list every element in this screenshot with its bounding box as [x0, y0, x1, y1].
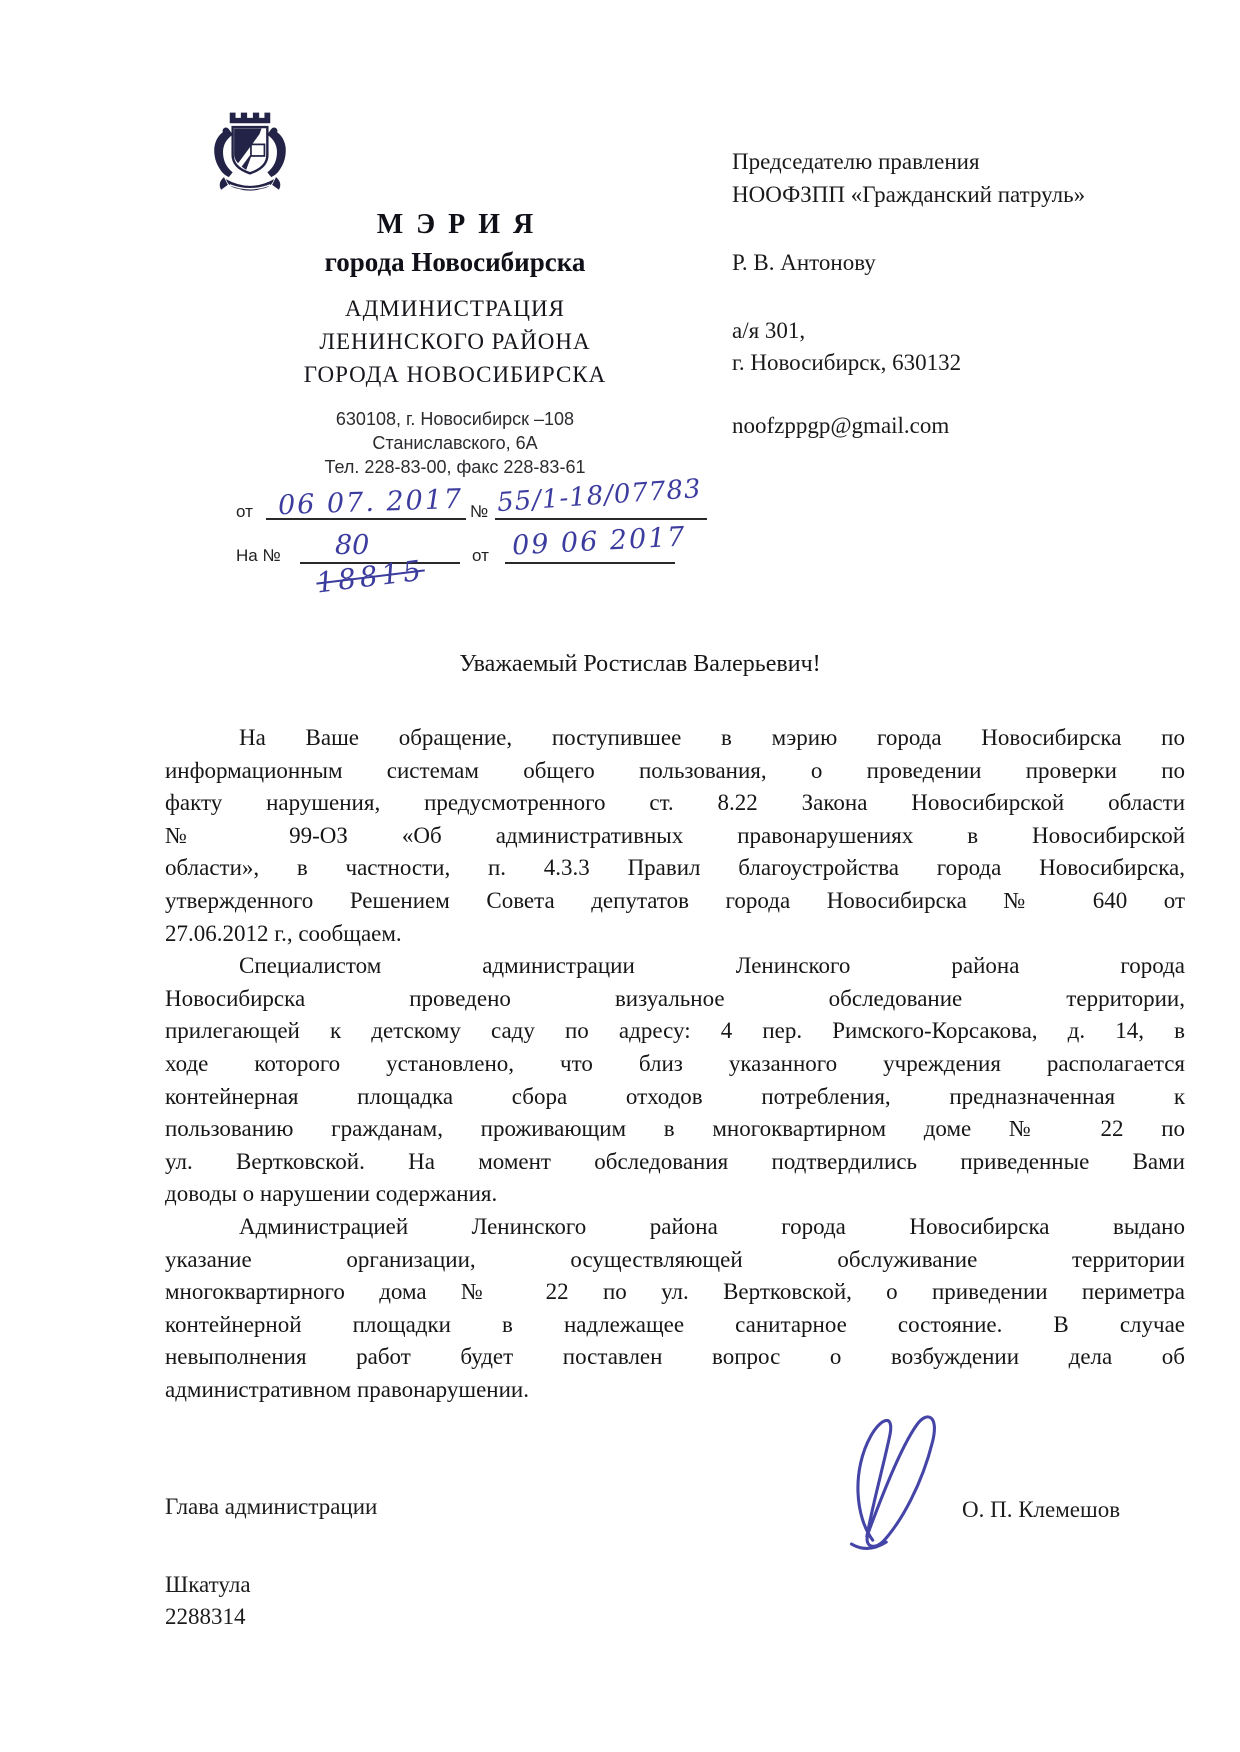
handwritten-reply-date: 09 06 2017	[511, 521, 688, 562]
signer-name: О. П. Клемешов	[962, 1497, 1121, 1522]
body-line: многоквартирного дома № 22 по ул. Вертковской, о приведении периметра	[165, 1279, 1185, 1305]
body-line: информационным системам общего пользования, о проведении проверки по	[165, 757, 1185, 783]
recipient-city-zip: г. Новосибирск, 630132	[732, 350, 962, 375]
body-line: области», в частности, п. 4.3.3 Правил благоустройства города Новосибирска,	[165, 855, 1185, 881]
reply-date-underline	[505, 562, 675, 564]
novosibirsk-coat-of-arms-icon	[197, 108, 303, 202]
handwritten-outgoing-date: 06 07. 2017	[277, 483, 464, 522]
recipient-email: noofzppgp@gmail.com	[732, 413, 950, 438]
body-line: невыполнения работ будет поставлен вопрос о возбуждении дела об	[165, 1344, 1185, 1370]
body-line: факту нарушения, предусмотренного ст. 8.22 Закона Новосибирской области	[165, 790, 1185, 816]
salutation: Уважаемый Ростислав Валерьевич!	[459, 651, 821, 677]
body-line: № 99-ОЗ «Об административных правонарушениях в Новосибирской	[165, 822, 1185, 848]
recipient-name: Р. В. Антонову	[732, 250, 876, 275]
outgoing-number-label: №	[470, 502, 489, 521]
outgoing-date-label: от	[236, 502, 253, 521]
handwritten-reply-number-alt: 18815	[314, 553, 427, 600]
signature-ink	[838, 1405, 973, 1550]
body-line: доводы о нарушении содержания.	[165, 1181, 498, 1207]
body-line: Специалистом администрации Ленинского района города	[239, 953, 1185, 979]
outgoing-number-underline	[495, 518, 707, 520]
org-postal-address: 630108, г. Новосибирск –108	[335, 409, 575, 429]
handwritten-outgoing-number: 55/1-18/07783	[496, 473, 703, 519]
body-line: Новосибирска проведено визуальное обследование территории,	[165, 985, 1185, 1011]
reply-date-label: от	[472, 546, 489, 565]
body-line: контейнерная площадка сбора отходов потребления, предназначенная к	[165, 1083, 1185, 1109]
reply-number-label: На №	[236, 546, 281, 565]
body-line: утвержденного Решением Совета депутатов города Новосибирска № 640 от	[165, 887, 1185, 913]
body-line: 27.06.2012 г., сообщаем.	[165, 920, 402, 946]
body-line: прилегающей к детскому саду по адресу: 4 пер. Римского-Корсакова, д. 14, в	[165, 1018, 1185, 1044]
org-phone-fax: Тел. 228-83-00, факс 228-83-61	[324, 457, 586, 477]
org-name: МЭРИЯ	[376, 209, 547, 240]
body-line: ул. Вертковской. На момент обследования подтвердились приведенные Вами	[165, 1148, 1185, 1174]
body-line: пользованию гражданам, проживающим в многоквартирном доме № 22 по	[165, 1116, 1185, 1142]
handwritten-reply-number: 80	[335, 530, 370, 561]
dept-line-1: АДМИНИСТРАЦИЯ	[345, 296, 565, 321]
body-line: Администрацией Ленинского района города Новосибирска выдано	[239, 1213, 1185, 1239]
signer-position: Глава администрации	[165, 1494, 378, 1519]
org-city: города Новосибирска	[324, 247, 586, 277]
recipient-po-box: а/я 301,	[732, 318, 806, 343]
body-line: контейнерной площадки в надлежащее санитарное состояние. В случае	[165, 1311, 1185, 1337]
executor-name: Шкатула	[165, 1572, 251, 1597]
dept-line-2: ЛЕНИНСКОГО РАЙОНА	[319, 329, 591, 354]
body-line: На Ваше обращение, поступившее в мэрию города Новосибирска по	[239, 725, 1185, 750]
recipient-position: Председателю правления	[732, 149, 980, 174]
letter-body	[165, 722, 1185, 1406]
recipient-org: НООФЗПП «Гражданский патруль»	[732, 182, 1086, 207]
org-street-address: Станиславского, 6А	[372, 433, 538, 453]
dept-line-3: ГОРОДА НОВОСИБИРСКА	[303, 362, 607, 387]
body-line: указание организации, осуществляющей обслуживание территории	[165, 1246, 1185, 1272]
body-line: ходе которого установлено, что близ указанного учреждения располагается	[165, 1050, 1185, 1076]
body-line: административном правонарушении.	[165, 1376, 529, 1402]
executor-phone: 2288314	[165, 1604, 246, 1629]
